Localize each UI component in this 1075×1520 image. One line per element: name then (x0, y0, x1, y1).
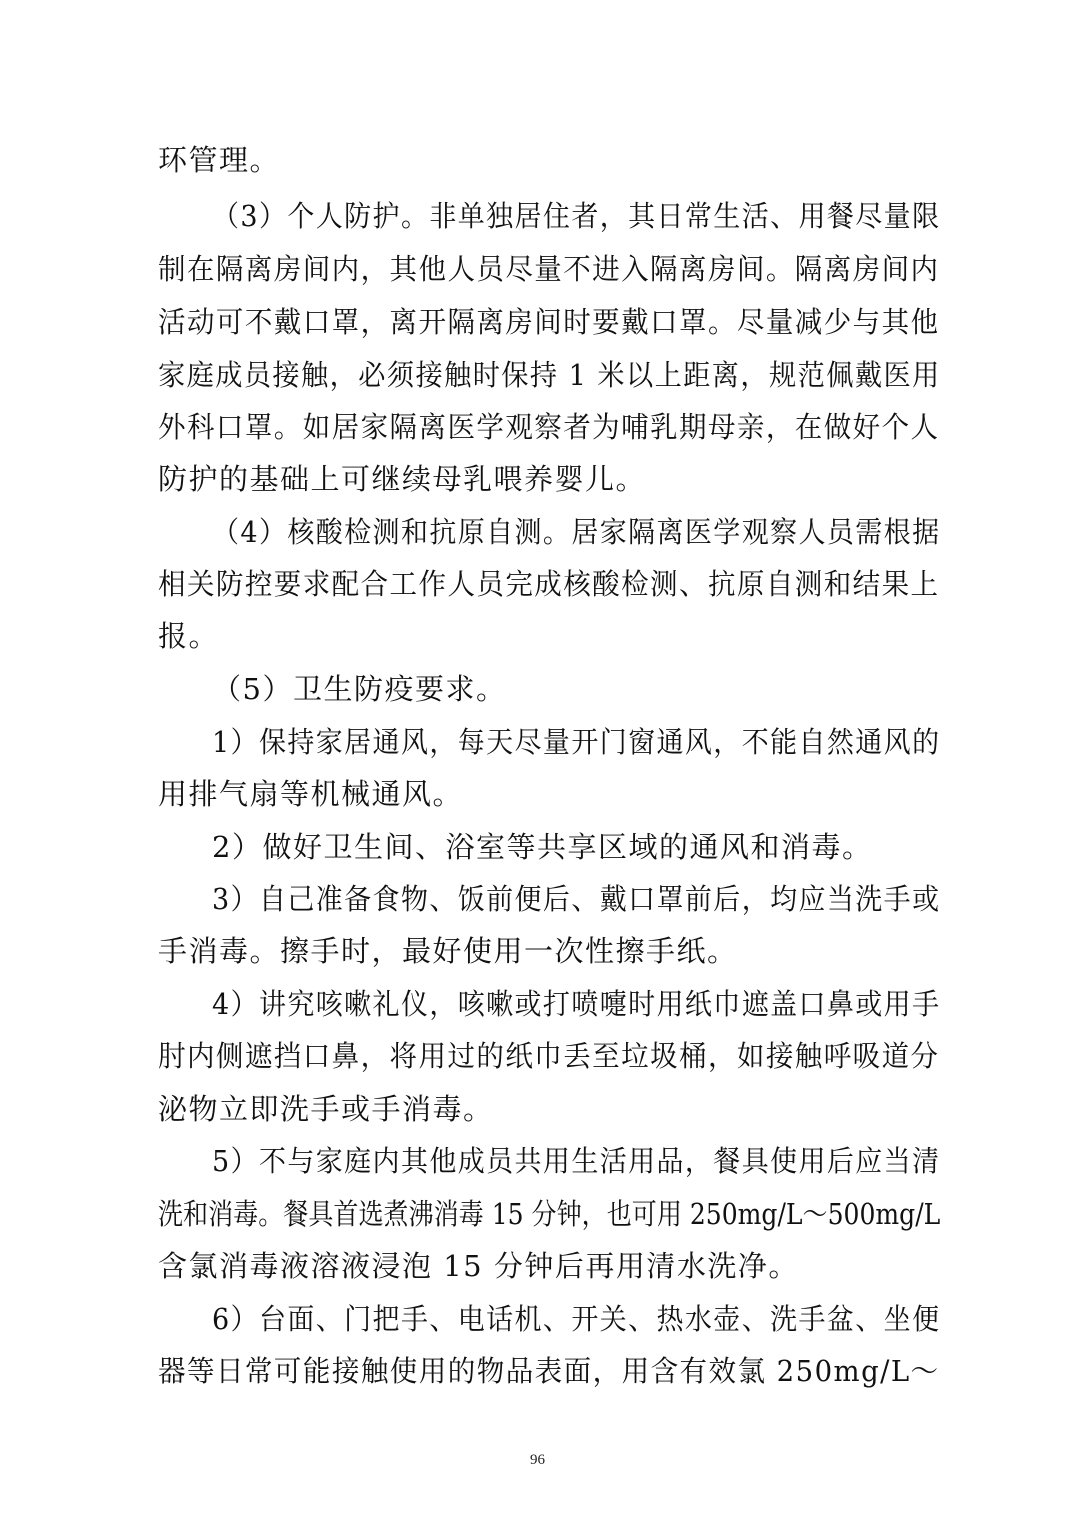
text-line: （4）核酸检测和抗原自测。居家隔离医学观察人员需根据 (212, 515, 941, 549)
text-line: 5）不与家庭内其他成员共用生活用品，餐具使用后应当清 (212, 1144, 941, 1178)
text-line: 环管理。 (158, 143, 281, 177)
text-line: 活动可不戴口罩，离开隔离房间时要戴口罩。尽量减少与其他 (158, 305, 940, 339)
text-line: 相关防控要求配合工作人员完成核酸检测、抗原自测和结果上 (158, 567, 940, 601)
text-line: 1）保持家居通风，每天尽量开门窗通风，不能自然通风的 (212, 725, 941, 759)
text-line: 制在隔离房间内，其他人员尽量不进入隔离房间。隔离房间内 (158, 252, 940, 286)
text-line: （3）个人防护。非单独居住者，其日常生活、用餐尽量限 (212, 199, 941, 233)
text-line: 器等日常可能接触使用的物品表面，用含有效氯 250mg/L～ (158, 1354, 940, 1388)
text-line: （5）卫生防疫要求。 (212, 672, 507, 706)
text-line: 家庭成员接触，必须接触时保持 1 米以上距离，规范佩戴医用 (158, 358, 941, 392)
text-line: 报。 (158, 619, 220, 653)
text-line: 手消毒。擦手时，最好使用一次性擦手纸。 (158, 934, 738, 968)
text-line: 用排气扇等机械通风。 (158, 777, 464, 811)
text-line: 肘内侧遮挡口鼻，将用过的纸巾丢至垃圾桶，如接触呼吸道分 (158, 1039, 940, 1073)
text-line: 3）自己准备食物、饭前便后、戴口罩前后，均应当洗手或 (212, 882, 941, 916)
text-line: 防护的基础上可继续母乳喂养婴儿。 (158, 462, 647, 496)
page-number: 96 (530, 1452, 545, 1468)
text-line: 外科口罩。如居家隔离医学观察者为哺乳期母亲，在做好个人 (158, 410, 940, 444)
text-line: 2）做好卫生间、浴室等共享区域的通风和消毒。 (212, 830, 873, 864)
text-line: 4）讲究咳嗽礼仪，咳嗽或打喷嚏时用纸巾遮盖口鼻或用手 (212, 987, 941, 1021)
text-line: 泌物立即洗手或手消毒。 (158, 1092, 494, 1126)
text-line: 6）台面、门把手、电话机、开关、热水壶、洗手盆、坐便 (212, 1302, 941, 1336)
text-line: 含氯消毒液溶液浸泡 15 分钟后再用清水洗净。 (158, 1249, 799, 1283)
text-line: 洗和消毒。餐具首选煮沸消毒 15 分钟，也可用 250mg/L～500mg/L (158, 1197, 941, 1231)
